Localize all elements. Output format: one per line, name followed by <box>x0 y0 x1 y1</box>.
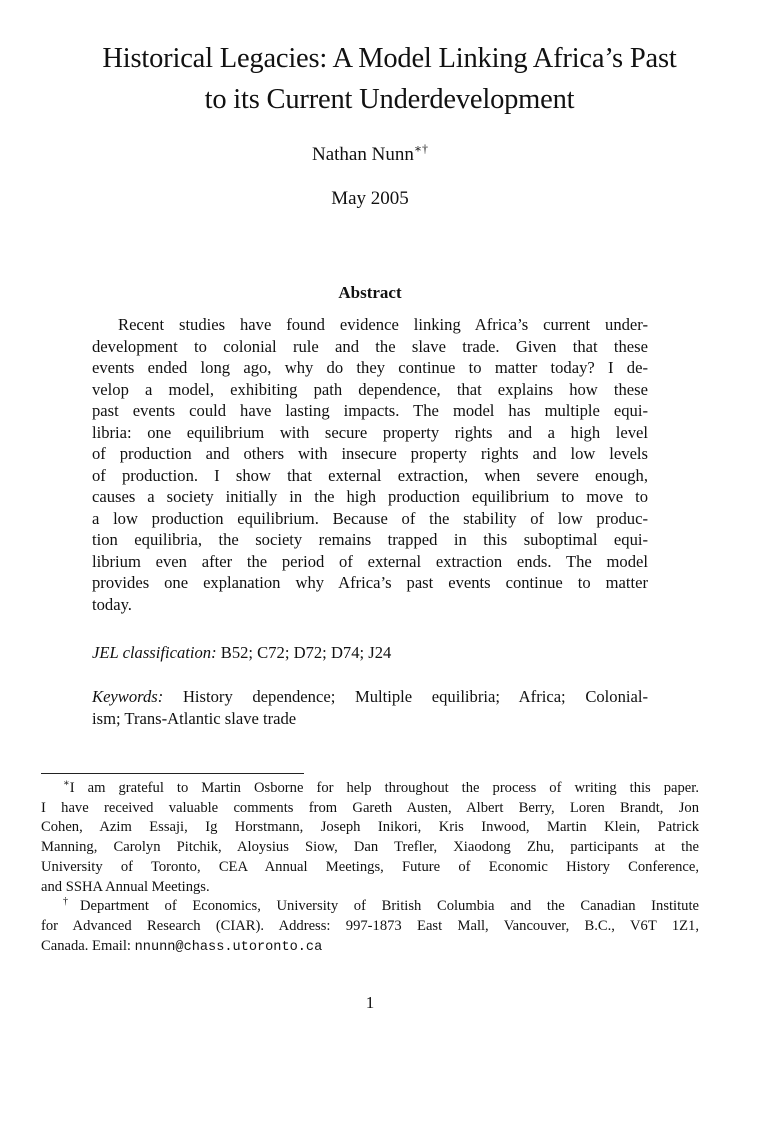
footnote-1-line <box>41 779 699 799</box>
author-name: Nathan Nunn <box>312 144 414 165</box>
footnote-2-line <box>41 937 699 958</box>
keywords-label: Keywords: <box>92 687 164 706</box>
abstract-line: development to colonial rule and the slave trade. Given that these <box>92 336 648 356</box>
abstract-body <box>92 314 648 615</box>
author <box>0 141 740 166</box>
keywords-line-2: ism; Trans-Atlantic slave trade <box>92 708 297 728</box>
footnote-1-line: University of Toronto, CEA Annual Meetings, Future of Economic History Conference, <box>41 858 699 875</box>
footnote-1-line: I have received valuable comments from Gareth Austen, Albert Berry, Loren Brandt, Jon <box>41 799 699 816</box>
footnote-1-line: Manning, Carolyn Pitchik, Aloysius Siow, Dan Trefler, Xiaodong Zhu, participants at the <box>41 839 699 856</box>
abstract-line: past events could have lasting impacts. The model has multiple equi- <box>92 401 648 420</box>
jel-label: JEL classification: <box>92 643 217 662</box>
author-email-link[interactable]: nnunn@chass.utoronto.ca <box>134 939 323 955</box>
footnote-2-email-prefix: Canada. Email: <box>41 937 135 954</box>
abstract-line: a low production equilibrium. Because of the stability of low produc- <box>92 508 648 528</box>
abstract-line: velop a model, exhibiting path dependence, that explains how these <box>92 379 648 399</box>
abstract-line: provides one explanation why Africa’s past events continue to matter <box>92 573 648 592</box>
footnote-divider <box>41 773 304 774</box>
title-line-1: Historical Legacies: A Model Linking Africa’s Past <box>102 43 677 74</box>
footnotes <box>41 779 699 957</box>
abstract-line: libria: one equilibrium with secure property rights and a high level <box>92 422 648 442</box>
jel-codes: B52; C72; D72; D74; J24 <box>220 643 392 662</box>
footnote-2-mark: † <box>63 896 81 908</box>
abstract-line: librium even after the period of external extraction ends. The model <box>92 551 648 571</box>
abstract-heading: Abstract <box>338 283 402 302</box>
keywords-line-1 <box>92 686 648 708</box>
title-line-2: to its Current Underdevelopment <box>204 84 575 115</box>
footnote-1-mark: ∗ <box>63 778 70 790</box>
footnote-2-line <box>41 897 699 917</box>
publication-date: May 2005 <box>331 188 409 209</box>
abstract-line: tion equilibria, the society remains trapped in this suboptimal equi- <box>92 530 648 549</box>
abstract-line: of production. I show that external extraction, when severe enough, <box>92 465 648 485</box>
footnote-2-text: Department of Economics, University of British Columbia and the Canadian Institute <box>80 898 699 915</box>
footnote-1-text: I am grateful to Martin Osborne for help throughout the process of writing this paper. <box>69 780 699 796</box>
jel-classification <box>92 642 648 664</box>
abstract-line: today. <box>92 594 132 614</box>
abstract-line: causes a society initially in the high production equilibrium to move to <box>92 487 648 506</box>
abstract-line: of production and others with insecure property rights and low levels <box>92 444 648 463</box>
footnote-2-line: for Advanced Research (CIAR). Address: 997-1873 East Mall, Vancouver, B.C., V6T 1Z1, <box>41 917 699 934</box>
abstract-line: events ended long ago, why do they continue to matter today? I de- <box>92 358 648 377</box>
footnote-1-line: Cohen, Azim Essaji, Ig Horstmann, Joseph Inikori, Kris Inwood, Martin Klein, Patrick <box>41 819 699 836</box>
footnote-1-line: and SSHA Annual Meetings. <box>41 878 210 895</box>
abstract-line: Recent studies have found evidence linking Africa’s current under- <box>118 315 648 334</box>
keywords <box>92 686 648 729</box>
paper-title <box>40 38 739 120</box>
keywords-text-1: History dependence; Multiple equilibria; Africa; Colonial- <box>182 687 648 706</box>
page-number: 1 <box>365 993 375 1012</box>
author-footnote-marks: ∗† <box>413 141 428 156</box>
